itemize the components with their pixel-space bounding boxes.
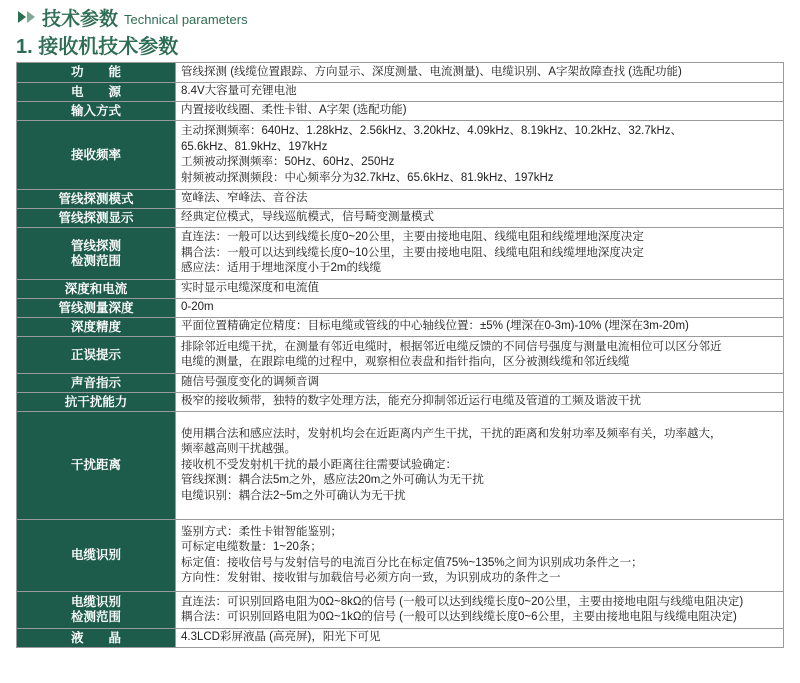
spec-value: [176, 412, 784, 520]
spec-label-line: 检测范围: [70, 253, 121, 268]
spec-label-line: 输入方式: [70, 103, 121, 118]
spec-value-line: 工频被动探测频率：50Hz、60Hz、250Hz: [181, 156, 395, 168]
spec-label: [17, 374, 176, 393]
spec-row: [17, 374, 784, 393]
spec-row: [17, 102, 784, 121]
spec-label: [17, 190, 176, 209]
spec-row: [17, 63, 784, 83]
spec-label: [17, 63, 176, 83]
spec-value-line: 管线探测：耦合法5m之外，感应法20m之外可确认为无干扰: [181, 474, 484, 487]
spec-label: [17, 393, 176, 412]
spec-value-line: 直连法：一般可以达到线缆长度0~20公里，主要由接地电阻、线缆电阻和线缆埋地深度决定: [181, 231, 644, 244]
spec-value-line: 主动探测频率：640Hz、1.28kHz、2.56kHz、3.20kHz、4.09kHz、8.19kHz、10.2kHz、32.7kHz、: [181, 125, 683, 137]
spec-value-line: 方向性：发射钳、接收钳与加载信号必须方向一致，为识别成功的条件之一: [181, 572, 561, 584]
spec-label-line: 深度和电流: [64, 281, 128, 296]
spec-row: [17, 190, 784, 209]
spec-label-line: 抗干扰能力: [64, 394, 128, 409]
spec-value-line: 内置接收线圈、柔性卡钳、A字架 (选配功能): [181, 104, 407, 117]
spec-value-line: 实时显示电缆深度和电流值: [181, 282, 319, 295]
spec-value-line: 宽峰法、窄峰法、音谷法: [181, 192, 308, 205]
spec-label-line: 正误提示: [70, 347, 121, 362]
spec-value-line: 频率越高则干扰越强。: [181, 443, 296, 456]
spec-value-line: 耦合法：一般可以达到线缆长度0~10公里，主要由接地电阻、线缆电阻和线缆埋地深度决定: [181, 246, 644, 259]
spec-label: [17, 228, 176, 280]
spec-value-line: 8.4V大容量可充锂电池: [181, 85, 297, 98]
spec-value-line: 电缆识别：耦合法2~5m之外可确认为无干扰: [181, 489, 406, 502]
spec-row: [17, 299, 784, 318]
spec-value-line: 耦合法：可识别回路电阻为0Ω~1kΩ的信号 (一般可以达到线缆长度0~6公里，主要由接地电阻与线缆电阻决定): [181, 611, 737, 623]
spec-value-line: 电缆的测量，在跟踪电缆的过程中，观察相位表盘和指针指向，区分被测线缆和邻近线缆: [181, 356, 630, 368]
spec-row: [17, 318, 784, 337]
spec-label: [17, 299, 176, 318]
spec-row: [17, 412, 784, 520]
spec-value-line: 标定值：接收信号与发射信号的电流百分比在标定值75%~135%之间为识别成功条件之一；: [181, 556, 643, 569]
spec-label: [17, 592, 176, 629]
spec-row: [17, 629, 784, 648]
spec-label-line: 管线测量深度: [58, 300, 134, 315]
spec-value: [176, 102, 784, 121]
spec-label: [17, 412, 176, 520]
spec-value: [176, 209, 784, 228]
spec-label: [17, 280, 176, 299]
spec-value-line: 0-20m: [181, 301, 214, 314]
spec-label-line: 管线探测显示: [58, 210, 134, 225]
spec-label-line: 管线探测模式: [58, 191, 134, 206]
spec-value: [176, 393, 784, 412]
spec-value-line: 随信号强度变化的调频音调: [181, 376, 319, 389]
spec-value-line: 平面位置精确定位精度：目标电缆或管线的中心轴线位置：±5% (埋深在0-3m)-10% (埋深在3m-20m): [181, 320, 689, 333]
spec-value: [176, 280, 784, 299]
spec-value: [176, 520, 784, 592]
spec-label-line: 接收频率: [70, 147, 121, 162]
spec-value-line: 可标定电缆数量：1~20条；: [181, 541, 322, 553]
spec-value-line: 使用耦合法和感应法时，发射机均会在近距离内产生干扰，干扰的距离和发射功率及频率有关，功率越大，: [181, 427, 722, 440]
spec-row: [17, 393, 784, 412]
spec-value: [176, 374, 784, 393]
spec-label: [17, 337, 176, 374]
spec-label: [17, 318, 176, 337]
spec-value-line: 接收机不受发射机干扰的最小距离往往需要试验确定：: [181, 458, 457, 471]
spec-label-line: 管线探测: [70, 238, 121, 253]
spec-row: [17, 280, 784, 299]
spec-value-line: 直连法：可识别回路电阻为0Ω~8kΩ的信号 (一般可以达到线缆长度0~20公里，主要由接地电阻与线缆电阻决定): [181, 595, 744, 608]
spec-value: [176, 63, 784, 83]
spec-table-body: [17, 63, 784, 648]
spec-value: [176, 299, 784, 318]
spec-label-line: 声音指示: [70, 375, 121, 390]
spec-row: [17, 228, 784, 280]
spec-label-line: 电缆识别: [70, 548, 121, 562]
subsection-title: 1. 接收机技术参数: [16, 36, 179, 58]
spec-value: [176, 629, 784, 648]
section-subtitle: Technical parameters: [124, 11, 248, 27]
spec-value: [176, 592, 784, 629]
spec-value: [176, 318, 784, 337]
chevron-marker-icon: [18, 11, 36, 23]
spec-label: [17, 629, 176, 648]
spec-value: [176, 190, 784, 209]
spec-label-line: 功 能: [70, 65, 121, 79]
spec-label: [17, 121, 176, 190]
spec-value-line: 鉴别方式：柔性卡钳智能鉴别；: [181, 525, 342, 538]
spec-row: [17, 121, 784, 190]
spec-value-line: 4.3LCD彩屏液晶 (高亮屏)，阳光下可见: [181, 631, 381, 644]
spec-label-line: 电缆识别: [70, 595, 121, 609]
spec-label: [17, 83, 176, 102]
spec-value-line: 经典定位模式，导线巡航模式，信号畸变测量模式: [181, 211, 434, 224]
spec-value-line: 65.6kHz、81.9kHz、197kHz: [181, 140, 328, 153]
spec-label-line: 深度精度: [70, 319, 121, 334]
spec-value-line: 管线探测 (线缆位置跟踪、方向显示、深度测量、电流测量)、电缆识别、A字架故障查找 (选配功能): [181, 65, 682, 78]
spec-label-line: 检测范围: [70, 610, 121, 624]
spec-value: [176, 83, 784, 102]
spec-value-line: 感应法：适用于埋地深度小于2m的线缆: [181, 262, 381, 275]
spec-label-line: 干扰距离: [70, 458, 121, 472]
spec-label-line: 液 晶: [70, 630, 121, 645]
spec-value: [176, 121, 784, 190]
spec-value-line: 极窄的接收频带，独特的数字处理方法，能充分抑制邻近运行电缆及管道的工频及谐波干扰: [181, 395, 641, 408]
spec-label: [17, 520, 176, 592]
section-header: [18, 6, 248, 28]
spec-label-line: 电 源: [70, 84, 121, 99]
spec-row: [17, 337, 784, 374]
section-title: 技术参数: [42, 8, 119, 30]
spec-label: [17, 102, 176, 121]
spec-row: [17, 520, 784, 592]
spec-value: [176, 228, 784, 280]
spec-row: [17, 209, 784, 228]
spec-label: [17, 209, 176, 228]
spec-value-line: 排除邻近电缆干扰，在测量有邻近电缆时，根据邻近电缆反馈的不同信号强度与测量电流相位可以区分邻近: [181, 340, 722, 353]
spec-value: [176, 337, 784, 374]
spec-row: [17, 592, 784, 629]
spec-value-line: 射频被动探测频段：中心频率分为32.7kHz、65.6kHz、81.9kHz、197kHz: [181, 171, 554, 184]
spec-row: [17, 83, 784, 102]
spec-table: [16, 62, 784, 648]
